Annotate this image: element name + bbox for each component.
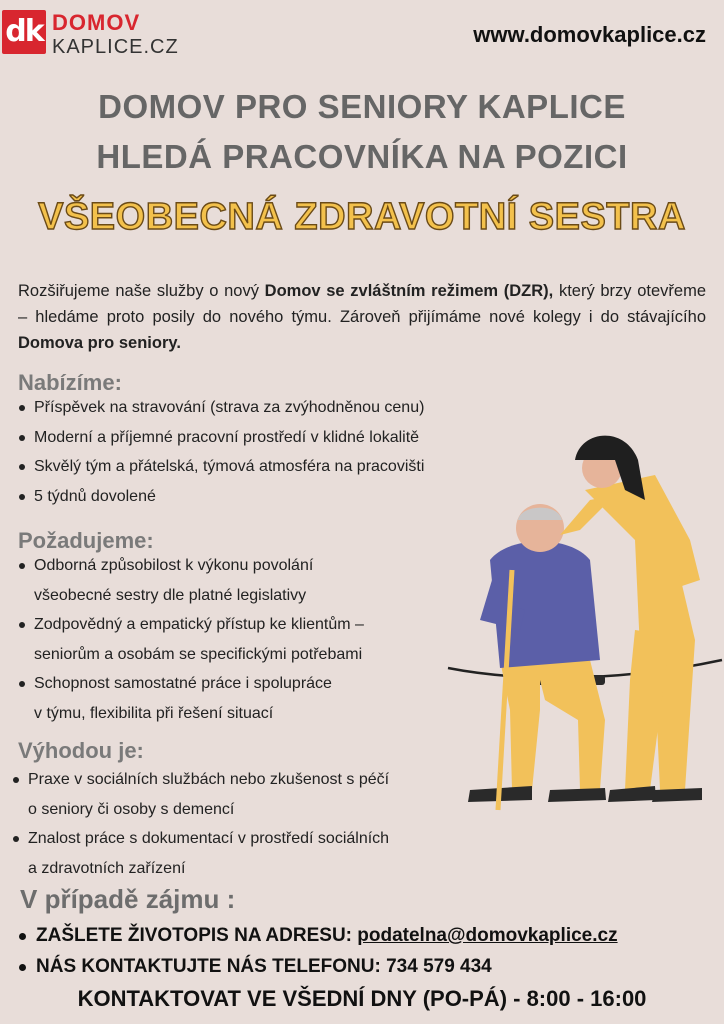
list-item: 5 týdnů dovolené (18, 482, 424, 512)
advantage-heading: Výhodou je: (18, 738, 144, 763)
list-item: Skvělý tým a přátelská, týmová atmosféra na pracovišti (18, 452, 424, 482)
list-item: Příspěvek na stravování (strava za zvýhodněnou cenu) (18, 393, 424, 423)
job-position-title: VŠEOBECNÁ ZDRAVOTNÍ SESTRA (38, 196, 686, 238)
logo-text-bottom: KAPLICE.CZ (52, 36, 179, 58)
website-link[interactable]: www.domovkaplice.cz (473, 22, 706, 47)
list-item-line: seniorům a osobám se specifickými potřebami (34, 645, 363, 663)
list-item-line: o seniory či osoby s demencí (28, 800, 235, 818)
contact-heading: V případě zájmu : (20, 884, 236, 914)
offer-list (18, 393, 424, 511)
intro-bold-domov: Domova pro seniory. (18, 334, 181, 352)
list-item-line: Schopnost samostatné práce i spolupráce (34, 675, 332, 692)
list-item (18, 669, 364, 728)
logo-mark: dk (2, 10, 46, 54)
intro-bold-dzr: Domov se zvláštním režimem (DZR), (264, 282, 554, 300)
advantage-list (12, 765, 389, 883)
office-hours: KONTAKTOVAT VE VŠEDNÍ DNY (PO-PÁ) - 8:00 - 16:00 (77, 986, 647, 1011)
list-item-line: Odborná způsobilost k výkonu povolání (34, 557, 314, 574)
list-item (12, 824, 389, 883)
intro-paragraph (18, 278, 706, 356)
list-item (12, 765, 389, 824)
logo-text-top: DOMOV (52, 10, 141, 35)
contact-email-prefix: ZAŠLETE ŽIVOTOPIS NA ADRESU: (36, 925, 358, 946)
contact-list (18, 920, 618, 982)
headline-line-2: HLEDÁ PRACOVNÍKA NA POZICI (96, 138, 628, 175)
intro-text-2: který brzy otevřeme – hledáme proto posily do nového týmu. Zároveň přijímáme nové kolegy i do stávajícího (18, 282, 706, 326)
list-item-line: všeobecné sestry dle platné legislativy (34, 586, 307, 604)
list-item-line: v týmu, flexibilita při řešení situací (34, 704, 274, 722)
nurse-helping-senior-illustration (440, 420, 724, 820)
list-item-line: a zdravotních zařízení (28, 859, 186, 877)
list-item-line: Praxe v sociálních službách nebo zkušenost s péčí (28, 771, 390, 788)
contact-email-line (18, 920, 618, 951)
list-item: Moderní a příjemné pracovní prostředí v klidné lokalitě (18, 423, 424, 453)
list-item (18, 610, 364, 669)
list-item-line: Znalost práce s dokumentací v prostředí sociálních (28, 830, 390, 847)
list-item (18, 551, 364, 610)
logo (2, 6, 182, 64)
email-link[interactable]: podatelna@domovkaplice.cz (357, 925, 618, 946)
contact-phone-line: NÁS KONTAKTUJTE NÁS TELEFONU: 734 579 434 (18, 951, 618, 982)
headline-line-1: DOMOV PRO SENIORY KAPLICE (98, 88, 626, 125)
intro-text-1: Rozšiřujeme naše služby o nový (18, 282, 265, 300)
list-item-line: Zodpovědný a empatický přístup ke klientům – (34, 616, 364, 633)
requirements-list (18, 551, 364, 728)
offer-heading: Nabízíme: (18, 370, 122, 395)
requirements-heading: Požadujeme: (18, 528, 154, 553)
